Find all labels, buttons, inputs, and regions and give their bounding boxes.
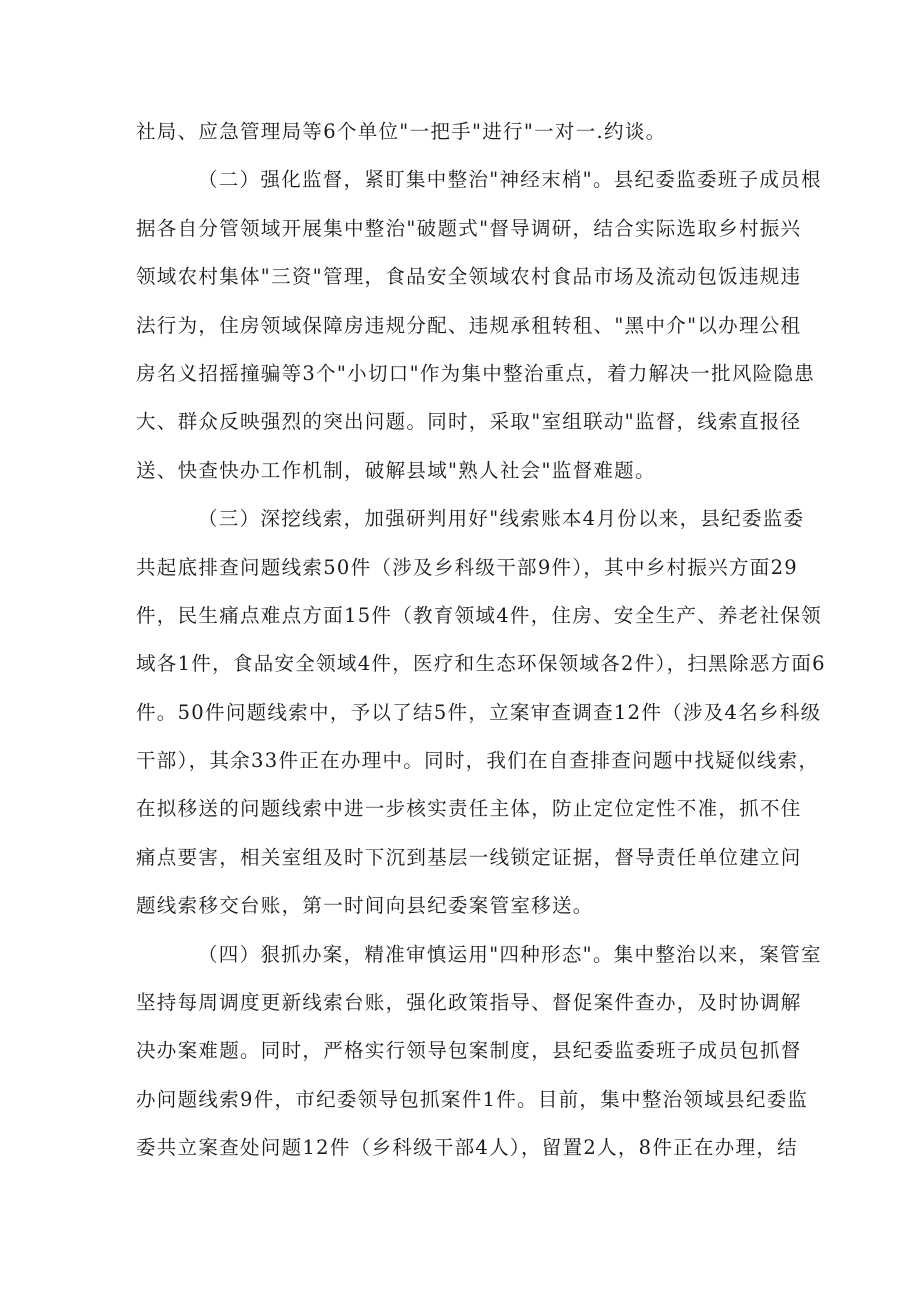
text-line: 法行为，住房领域保障房违规分配、违规承租转租、"黑中介"以办理公租 [136, 313, 802, 337]
text-line: 共起底排查问题线索50件（涉及乡科级干部9件），其中乡村振兴方面29 [136, 555, 798, 579]
text-line: 委共立案查处问题12件（乡科级干部4人），留置2人，8件正在办理，结 [136, 1136, 798, 1160]
paragraph-4-heading-line: （四）狠抓办案，精准审慎运用"四种形态"。集中整治以来，案管室 [198, 942, 822, 966]
text-line: 社局、应急管理局等6个单位"一把手"进行"一对一.约谈。 [136, 120, 667, 143]
text-line: 房名义招摇撞骗等3个"小切口"作为集中整治重点，着力解决一批风险隐患 [136, 361, 816, 385]
text-line: 件，民生痛点难点方面15件（教育领域4件，住房、安全生产、养老社保领 [136, 603, 822, 627]
text-line: 坚持每周调度更新线索台账，强化政策指导、督促案件查办，及时协调解 [136, 991, 802, 1015]
document-body [136, 112, 826, 1177]
paragraph-2-heading-line: （二）强化监督，紧盯集中整治"神经末梢"。县纪委监委班子成员根 [198, 168, 822, 192]
text-line: 域各1件，食品安全领域4件，医疗和生态环保领域各2件），扫黑除恶方面6 [136, 652, 826, 676]
paragraph-3-heading-line: （三）深挖线索，加强研判用好"线索账本4月份以来，县纪委监委 [198, 507, 805, 531]
text-line: 干部），其余33件正在办理中。同时，我们在自查排查问题中找疑似线索， [136, 749, 820, 773]
text-line: 领域农村集体"三资"管理，食品安全领域农村食品市场及流动包饭违规违 [136, 265, 802, 289]
text-line: 送、快查快办工作机制，破解县域"熟人社会"监督难题。 [136, 458, 656, 482]
text-line: 题线索移交台账，第一时间向县纪委案管室移送。 [136, 894, 594, 918]
text-line: 痛点要害，相关室组及时下沉到基层一线锁定证据，督导责任单位建立问 [136, 845, 802, 869]
text-line: 办问题线索9件，市纪委领导包抓案件1件。目前，集中整治领域县纪委监 [136, 1087, 809, 1111]
text-line: 件。50件问题线索中，予以了结5件，立案审查调查12件（涉及4名乡科级 [136, 700, 822, 724]
text-line: 据各自分管领域开展集中整治"破题式"督导调研，结合实际选取乡村振兴 [136, 216, 802, 240]
text-line: 决办案难题。同时，严格实行领导包案制度，县纪委监委班子成员包抓督 [136, 1039, 802, 1063]
text-line: 在拟移送的问题线索中进一步核实责任主体，防止定位定性不准，抓不住 [136, 797, 802, 821]
text-line: 大、群众反映强烈的突出问题。同时，采取"室组联动"监督，线索直报径 [136, 410, 802, 434]
